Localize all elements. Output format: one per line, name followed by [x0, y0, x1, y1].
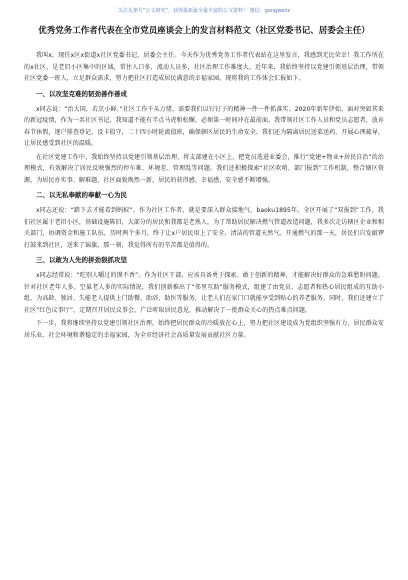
section-heading-2: 二、以无私奉献的奉献一心为民: [36, 191, 127, 199]
section1-paragraph: x同志说：“治大国，若烹小鲜。”社区工作千头万绪，需要我们以钉钉子的精神一件一件抓落实。2020年新年伊始，面对突如其来的新冠疫情，作为一名社区书记，我知道不能有半点马虎和松懈，必须第一时间冲在最前面。我带领社区工作人员和党员志愿者，放弃春节休假，逐户排查登记，设卡值守，二十四小时轮流值班，确保辖区居民的生命安全。我们还为隔离居民送菜送药，开展心理疏导，让居民感受到社区的温暖。: [24, 105, 384, 147]
section2-paragraph: x同志还说：“踏下去才能看到蚂蚁”。作为社区工作者，就是要深入群众接地气、baoku1895年，全区开展了“双报到”工作，我们社区属于老旧小区，基础设施陈旧，大部分的居民和我都是老熟人，为了帮助居民解决燃气管道改造问题，我多次走访辖区企业和相关部门，协调资金和施工队伍，历时两个多月，终于让x户居民用上了安全、清洁的管道天然气。开通燃气的那一天，居民们自发敲锣打鼓来到社区，送来了锦旗，那一刻，我觉得所有的辛苦都是值得的。: [24, 207, 384, 249]
section3-paragraph: 下一步，我将继续坚持以党建引领社区治理，始终把居民群众的冷暖放在心上，努力把社区建设成为党组织坚强有力、居民群众安居乐业、社会环境和谐稳定的幸福家园，为全市经济社会高质量发展贡献社区力量。: [24, 320, 384, 339]
header-banner: 关注头条号“公文研究”，获得最新最全最丰富的公文资料！ 微信：gongwenz: [117, 8, 291, 14]
intro-paragraph: 我叫x，现任x区x街道x社区党委书记、居委会主任。今天作为优秀党务工作者代表站在这里发言，我感到无比荣幸！我工作所在的x社区，是老旧小区集中的区域，常住人口多，流动人员多，社区治理工作难度大。近年来，我始终坚持以党建引领基层治理，带领社区党委一班人，立足群众需求，努力把社区打造成居民满意的幸福家园。现将我的工作体会汇报如下。: [24, 52, 384, 82]
document-title: 优秀党务工作者代表在全市党员座谈会上的发言材料范文（社区党委书记、居委会主任）: [38, 26, 370, 36]
document-body: [24, 50, 384, 576]
section1-paragraph: 在社区党建工作中，我始终坚持以党建引领基层治理，将支部建在小区上，把党员选进业委会，推行“党建+物业+居民自治”的治理模式，有效解决了居民反映强烈的停车难、环境差、管理乱等问题。我们还积极探索“社区吹哨、部门报到”工作机制，整合辖区资源，为居民办实事、解难题，社区面貌焕然一新，居民的获得感、幸福感、安全感不断增强。: [24, 153, 384, 184]
section-heading-3: 三、以敢为人先的拼劲狠抓攻坚: [36, 256, 127, 264]
section3-paragraph: x同志经常说：“吃别人嚼过的馍不香”。作为社区干部，应该具备勇于探索、敢于创新的精神，才能解决好群众的急难愁盼问题。针对社区老年人多、空巢老人多的实际情况，我们创新推出了“邻里互助”服务模式，组建了由党员、志愿者和热心居民组成的互助小组，为高龄、独居、失能老人提供上门助餐、助浴、助医等服务，让老人们在家门口就能享受到贴心的养老服务。同时，我们还建立了社区“红色议事厅”，定期召开居民议事会，广泛听取居民意见，推动解决了一批群众关心的热点难点问题。: [24, 272, 384, 314]
section-heading-1: 一、以攻坚克难的韧劲善作善成: [36, 89, 127, 98]
